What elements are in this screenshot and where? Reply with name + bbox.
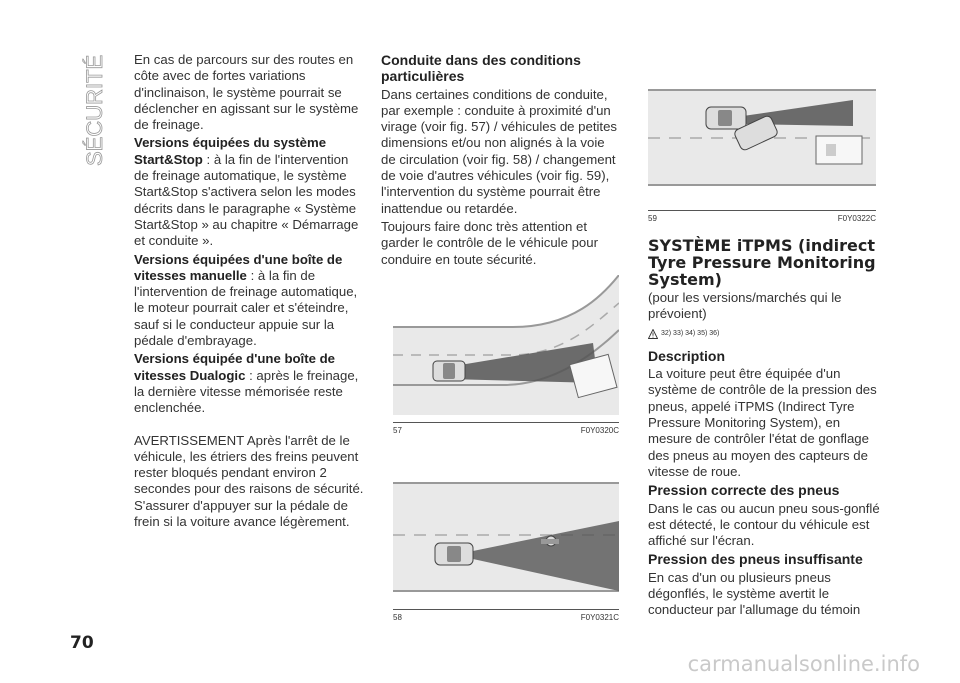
attention-paragraph: Toujours faire donc très attention et garder le contrôle de le véhicule pour conduire en toute sécurité. xyxy=(381,218,598,267)
figure-57-code: F0Y0320C xyxy=(580,426,619,435)
figure-59-caption xyxy=(648,214,876,223)
warning-reference-numbers: 32) 33) 34) 35) 36) xyxy=(661,329,720,337)
warning-triangle-icon xyxy=(648,329,658,339)
manual-gearbox-paragraph xyxy=(134,252,366,350)
figure-59-number: 59 xyxy=(648,214,657,223)
warning-paragraph: AVERTISSEMENT Après l'arrêt de le véhicule, les étriers des freins peuvent rester bloqués pendant environ 2 secondes pour des raisons de sécurité. S'assurer d'appuyer sur la pédale de frein si la voiture avance légèrement. xyxy=(134,432,364,530)
correct-pressure-body: Dans le cas ou aucun pneu sous-gonflé est détecté, le contour du véhicule est affiché sur l'écran. xyxy=(648,500,880,549)
correct-pressure-heading: Pression correcte des pneus xyxy=(648,482,840,499)
figure-57-caption xyxy=(393,426,619,435)
figure-58-small-vehicle xyxy=(393,455,619,605)
intro-paragraph: En cas de parcours sur des routes en côte avec de fortes variations d'inclinaison, le système pourrait se déclencher en agissant sur le système de freinage. xyxy=(134,52,359,133)
section-side-title-text: SÉCURITÉ xyxy=(82,54,107,166)
figure-58-rule xyxy=(393,609,619,610)
dualogic-heading: Versions équipée d'une boîte de vitesses Dualogic xyxy=(134,351,335,383)
figure-59-code: F0Y0322C xyxy=(837,214,876,223)
special-conditions-paragraph: Dans certaines conditions de conduite, par exemple : conduite à proximité d'un virage (voir fig. 57) / véhicules de petites dimensions et/ou non alignés à la voie de circulation (voir fig. 58) / changement de voie d'autres véhicules (voir fig. 59), l'intervention du système pourrait être inattendue ou retardée. xyxy=(381,86,618,216)
watermark: carmanualsonline.info xyxy=(687,652,920,676)
insufficient-pressure-body: En cas d'un ou plusieurs pneus dégonflés, le système avertit le conducteur par l'allumage du témoin xyxy=(648,569,861,618)
figure-58-caption xyxy=(393,613,619,622)
itpms-intro: (pour les versions/marchés qui le prévoient) xyxy=(648,290,842,322)
figure-57-number: 57 xyxy=(393,426,402,435)
figure-58-code: F0Y0321C xyxy=(580,613,619,622)
column-1 xyxy=(134,52,366,532)
special-conditions-heading: Conduite dans des conditions particulières xyxy=(381,52,581,85)
column-2 xyxy=(381,52,619,270)
page-number: 70 xyxy=(70,633,94,653)
manual-gearbox-heading: Versions équipées d'une boîte de vitesses manuelle xyxy=(134,251,343,283)
start-stop-heading: Versions équipées du système Start&Stop xyxy=(134,135,327,167)
figure-59-rule xyxy=(648,210,876,211)
figure-57-rule xyxy=(393,422,619,423)
description-heading: Description xyxy=(648,347,726,364)
insufficient-pressure-heading: Pression des pneus insuffisante xyxy=(648,551,863,568)
dualogic-body: : après le freinage, la dernière vitesse mémorisée reste enclenchée. xyxy=(134,367,359,416)
manual-gearbox-body: : à la fin de l'intervention de freinage automatique, le moteur pourrait caler et s'éteindre, sauf si le conducteur appuie sur la pédale d'embrayage. xyxy=(134,267,358,349)
figure-57-curve xyxy=(393,275,619,415)
figure-58-number: 58 xyxy=(393,613,402,622)
figure-59-lane-change xyxy=(648,62,876,207)
description-body: La voiture peut être équipée d'un système de contrôle de la pression des pneus, appelé iTPMS (Indirect Tyre Pressure Monitoring System), en mesure de contrôler l'état de gonflage des pneus au moyen des capteurs de vitesse de roue. xyxy=(648,366,877,479)
start-stop-body: : à la fin de l'intervention de freinage automatique, le système Start&Stop s'activera selon les modes décrits dans le paragraphe « Système Start&Stop » au chapitre « Démarrage et conduite ». xyxy=(134,151,359,249)
itpms-heading: SYSTÈME iTPMS (indirect Tyre Pressure Monitoring System) xyxy=(648,236,876,289)
section-side-title xyxy=(82,48,108,168)
dualogic-paragraph xyxy=(134,351,366,416)
warning-references xyxy=(648,326,880,342)
column-3 xyxy=(648,237,880,621)
start-stop-paragraph xyxy=(134,135,366,249)
